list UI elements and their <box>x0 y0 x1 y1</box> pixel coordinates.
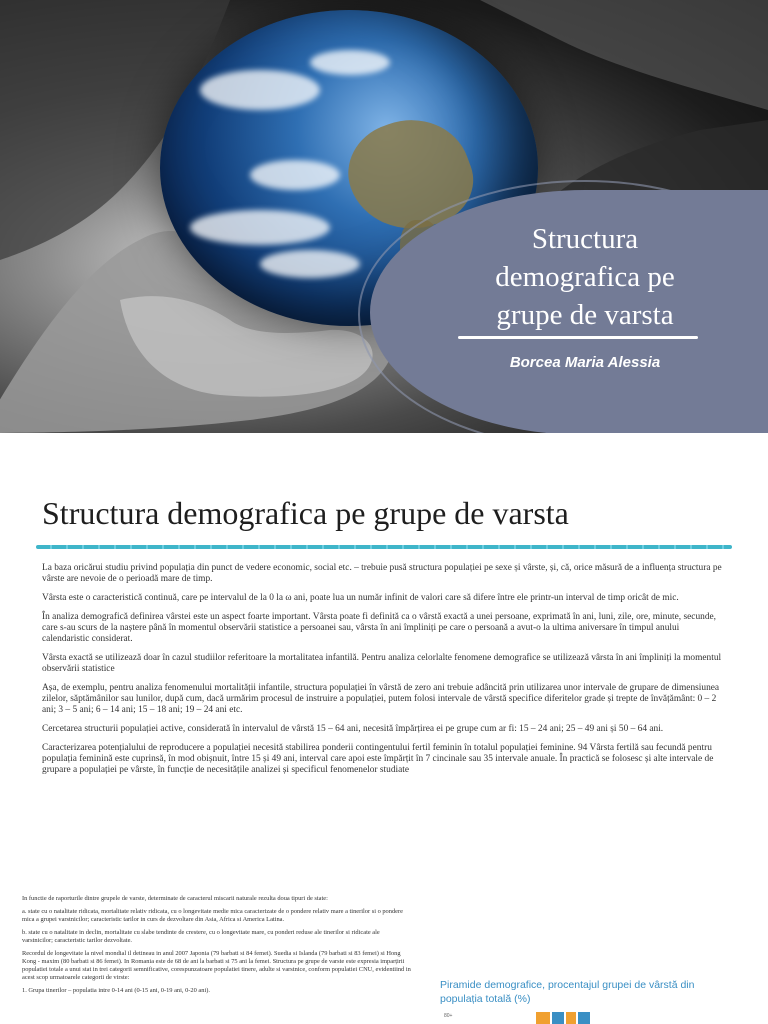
paragraph: În analiza demografică definirea vârstei este un aspect foarte important. Vârsta poate fi definită ca o vârstă exactă a unei persoane, exprimată în ani, luni, zile, ore, minute, secunde, care s-au scurs de la naștere până în momentul observării statistice a persoanei sau, vârsta în ani împliniți pe care o persoană a avut-o la ultima aniversare în timpul anului calendaristic considerat. <box>42 612 717 644</box>
paragraph: Vârsta exactă se utilizează doar în cazul studiilor referitoare la mortalitatea infantilă. Pentru analiza celorlalte fenomene demografice se utilizează vârsta în ani împliniți la momentul observării statistice <box>42 653 722 674</box>
pyramid-chart-title: Piramide demografice, procentajul grupei de vârstă din populația totală (%) <box>440 979 695 1005</box>
paragraph: In functie de raporturile dintre grupele de varste, determinate de caracterul miscarii naturale rezulta doua tipuri de state: <box>22 895 328 902</box>
paragraph: 1. Grupa tinerilor – populatia intre 0-14 ani (0-15 ani, 0-19 ani, 0-20 ani). <box>22 987 210 994</box>
paragraph: Caracterizarea potențialului de reproducere a populației necesită stabilirea ponderii contingentului fertil feminin în totalul populației feminine. 94 Vârsta fertilă sau fecundă pentru populația feminină este cuprinsă, în mod obișnuit, între 15 și 49 ani, interval care apoi este împărțit în 7 cincinale sau 35 intervale anuale. În practică se folosesc și alte intervale de grupare a populației pe vârste, în funcție de necesitățile analizei și specificul fenomenelor studiate <box>42 743 714 775</box>
author-name: Borcea Maria Alessia <box>509 354 661 371</box>
pyramid-chart <box>440 1010 690 1024</box>
paragraph: Cercetarea structurii populației active, considerată în intervalul de vârstă 15 – 64 ani, necesită împărțirea ei pe grupe cum ar fi: 15 – 24 ani; 25 – 49 ani și 50 – 64 ani. <box>42 724 664 734</box>
chart-bar <box>536 1012 550 1024</box>
slide3-body-text <box>22 895 412 1000</box>
chart-tick-label: 80+ <box>444 1013 453 1019</box>
paragraph: a. state cu o natalitate ridicata, mortalitate relativ ridicata, cu o longevitate medie mica caracterizate de o pondere relativ mare a tinerilor si o pondere mica a grupei varstnicilor; caracteristic tarilor in curs de dezvoltare din Asia, Africa si America Latina. <box>22 908 403 923</box>
chart-bar <box>566 1012 576 1024</box>
paragraph: b. state cu o natalitate in declin, mortalitate cu slabe tendinte de crestere, cu o longevitate mare, cu ponderi reduse ale tinerilor si ridicate ale varstnicilor; caracteristic tarilor dezvoltate. <box>22 929 380 944</box>
chart-bar <box>578 1012 590 1024</box>
body-text <box>42 563 722 784</box>
slide-heading: Structura demografica pe grupe de varsta <box>42 495 569 531</box>
paragraph: La baza oricărui studiu privind populația din punct de vedere economic, social etc. – trebuie pusă structura populației pe sexe și vârste, și, că, orice măsură de a influența structura pe vârste are nevoie de o perioadă mare de timp. <box>42 563 722 584</box>
title-slide <box>0 0 768 433</box>
presentation-title: Structura demografica pe grupe de varsta <box>495 223 675 331</box>
content-slide <box>0 433 768 873</box>
title-underline <box>458 336 698 339</box>
paragraph: Vârsta este o caracteristică continuă, care pe intervalul de la 0 la ω ani, poate lua un număr infinit de valori care să difere între ele printr-un interval de timp oricât de mic. <box>42 593 679 603</box>
paragraph: Recordul de longevitate la nivel mondial il detineau in anul 2007 Japonia (79 barbati si 84 femei). Suedia si Islanda (79 barbati si 83 femei) si Hong Kong - maxim (80 barbati si 86 femei). In Romania este de 68 de ani la barbati si 75 ani la femei. Structura pe grupe de varste este expresia imparțirii populatiei totale a unui stat in trei categorii semnificative, corespunzatoare populatiei tinere, adulte si varstnice, conform populatiei CNU, evidentiind in acest scop urmatoarele categorii de virste: <box>22 950 411 981</box>
chart-bar <box>552 1012 564 1024</box>
heading-divider <box>36 545 732 549</box>
paragraph: Așa, de exemplu, pentru analiza fenomenului mortalității infantile, structura populației în vârstă de zero ani trebuie adâncită prin utilizarea unor intervale de grupare de dimensiunea zilelor, săptămânilor sau lunilor, după cum, dacă urmărim procesul de instruire a populației, putem folosi intervale de vârstă specifice diferitelor grade și trepte de învățământ: 0 – 2 ani; 3 – 5 ani; 6 – 14 ani; 15 – 18 ani; 19 – 24 ani etc. <box>42 683 720 715</box>
third-slide <box>0 873 768 1024</box>
